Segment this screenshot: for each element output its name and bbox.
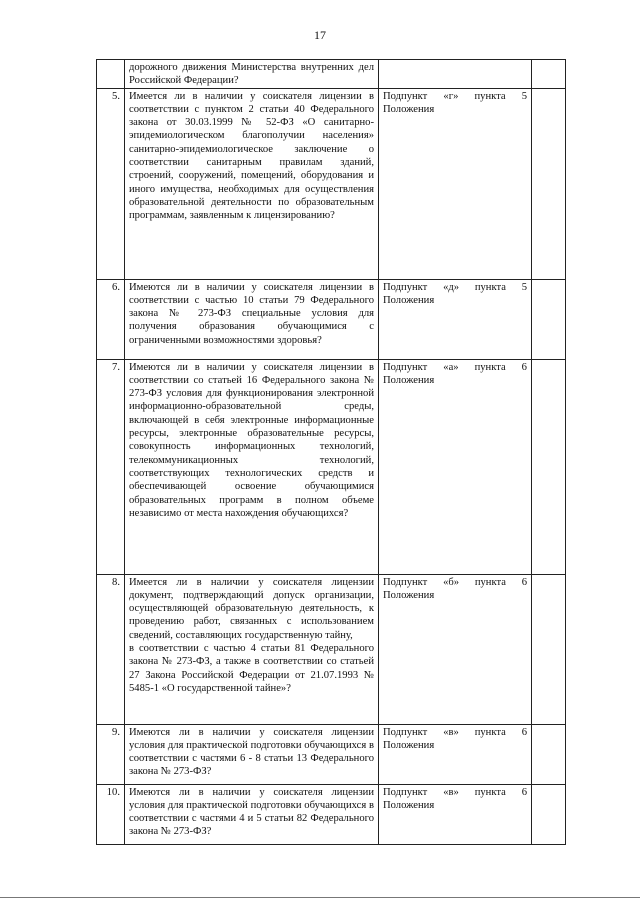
question-text: Имеется ли в наличии у соискателя лицензии документ, подтверждающий допуск организации, осуществляющей образовательную деятельность, к проведению работ, связанных с использованием сведений, составляющих государственную тайну, в соответствии с частью 4 статьи 81 Федерального закона № 273-ФЗ, а также в соответствии со статьей 27 Закона Российской Федерации от 21.07.1993 № 5485-1 «О государственной тайне»? bbox=[125, 574, 379, 724]
reference-line bbox=[383, 786, 527, 799]
row-number: 8. bbox=[97, 574, 125, 724]
reference-word: 6 bbox=[521, 786, 527, 798]
question-text: Имеются ли в наличии у соискателя лицензии условия для практической подготовки обучающихся в соответствии с частями 6 - 8 статьи 13 Федерального закона № 273-ФЗ? bbox=[125, 724, 379, 784]
reference-line bbox=[383, 576, 527, 589]
reference-word: «б» bbox=[443, 576, 460, 588]
reference-line bbox=[383, 90, 527, 103]
reference-document: Положения bbox=[383, 103, 435, 115]
table-row bbox=[97, 724, 566, 784]
answer-cell bbox=[532, 574, 566, 724]
reference-document: Положения bbox=[383, 294, 435, 306]
question-text: Имеется ли в наличии у соискателя лицензии в соответствии с пунктом 2 статьи 40 Федерального закона от 30.03.1999 № 52-ФЗ «О санитарно-эпидемиологическом благополучии населения» санитарно-эпидемиологическое заключение о соответствии санитарным правилам зданий, строений, сооружений, помещений, оборудования и иного имущества, необходимых для осуществления образовательной деятельности по образовательным программам, заявленным к лицензированию? bbox=[125, 88, 379, 279]
question-text: Имеются ли в наличии у соискателя лицензии в соответствии со статьей 16 Федерального закона № 273-ФЗ условия для функционирования электронной информационно-образовательной среды, включающей в себя электронные информационные ресурсы, электронные образовательные ресурсы, совокупность информационных технологий, телекоммуникационных технологий, соответствующих технологических средств и обеспечивающей освоение обучающимися образовательных программ в полном объеме независимо от места нахождения обучающихся? bbox=[125, 359, 379, 574]
reference-line bbox=[383, 361, 527, 374]
reference-cell bbox=[379, 574, 532, 724]
reference-word: пункта bbox=[474, 786, 506, 798]
reference-word: «г» bbox=[443, 90, 459, 102]
answer-cell bbox=[532, 279, 566, 359]
reference-word: 6 bbox=[521, 361, 527, 373]
bottom-rule bbox=[0, 897, 640, 898]
row-number bbox=[97, 60, 125, 89]
reference-word: пункта bbox=[474, 726, 506, 738]
reference-word: Подпункт bbox=[383, 90, 428, 102]
row-number: 6. bbox=[97, 279, 125, 359]
reference-word: Подпункт bbox=[383, 281, 428, 293]
reference-document: Положения bbox=[383, 374, 435, 386]
reference-document: Положения bbox=[383, 739, 435, 751]
reference-word: «в» bbox=[443, 726, 459, 738]
reference-word: «д» bbox=[443, 281, 460, 293]
reference-word: 6 bbox=[521, 726, 527, 738]
answer-cell bbox=[532, 60, 566, 89]
question-text: дорожного движения Министерства внутренних дел Российской Федерации? bbox=[125, 60, 379, 89]
reference-word: 5 bbox=[521, 281, 527, 293]
checklist-body bbox=[97, 60, 566, 845]
reference-word: пункта bbox=[474, 361, 506, 373]
table-row bbox=[97, 359, 566, 574]
table-row bbox=[97, 60, 566, 89]
reference-document: Положения bbox=[383, 589, 435, 601]
question-text: Имеются ли в наличии у соискателя лицензии условия для практической подготовки обучающихся в соответствии с частями 4 и 5 статьи 82 Федерального закона № 273-ФЗ? bbox=[125, 784, 379, 844]
reference-word: пункта bbox=[474, 576, 506, 588]
reference-word: Подпункт bbox=[383, 786, 428, 798]
reference-cell bbox=[379, 359, 532, 574]
row-number: 7. bbox=[97, 359, 125, 574]
row-number: 10. bbox=[97, 784, 125, 844]
table-row bbox=[97, 784, 566, 844]
row-number: 9. bbox=[97, 724, 125, 784]
reference-word: «а» bbox=[443, 361, 459, 373]
page-number: 17 bbox=[314, 28, 326, 42]
table-row bbox=[97, 88, 566, 279]
table-row bbox=[97, 574, 566, 724]
answer-cell bbox=[532, 359, 566, 574]
reference-cell bbox=[379, 724, 532, 784]
reference-word: пункта bbox=[474, 90, 506, 102]
checklist-table bbox=[96, 59, 566, 845]
reference-word: Подпункт bbox=[383, 361, 428, 373]
row-number: 5. bbox=[97, 88, 125, 279]
reference-cell bbox=[379, 60, 532, 89]
reference-cell bbox=[379, 88, 532, 279]
reference-word: 6 bbox=[521, 576, 527, 588]
reference-word: 5 bbox=[521, 90, 527, 102]
reference-word: пункта bbox=[474, 281, 506, 293]
reference-word: «в» bbox=[443, 786, 459, 798]
answer-cell bbox=[532, 784, 566, 844]
reference-word: Подпункт bbox=[383, 726, 428, 738]
reference-cell bbox=[379, 279, 532, 359]
reference-document: Положения bbox=[383, 799, 435, 811]
question-text: Имеются ли в наличии у соискателя лицензии в соответствии с частью 10 статьи 79 Федерального закона № 273-ФЗ специальные условия для получения образования обучающимися с ограниченными возможностями здоровья? bbox=[125, 279, 379, 359]
reference-cell bbox=[379, 784, 532, 844]
reference-line bbox=[383, 726, 527, 739]
answer-cell bbox=[532, 88, 566, 279]
answer-cell bbox=[532, 724, 566, 784]
reference-word: Подпункт bbox=[383, 576, 428, 588]
table-row bbox=[97, 279, 566, 359]
reference-line bbox=[383, 281, 527, 294]
